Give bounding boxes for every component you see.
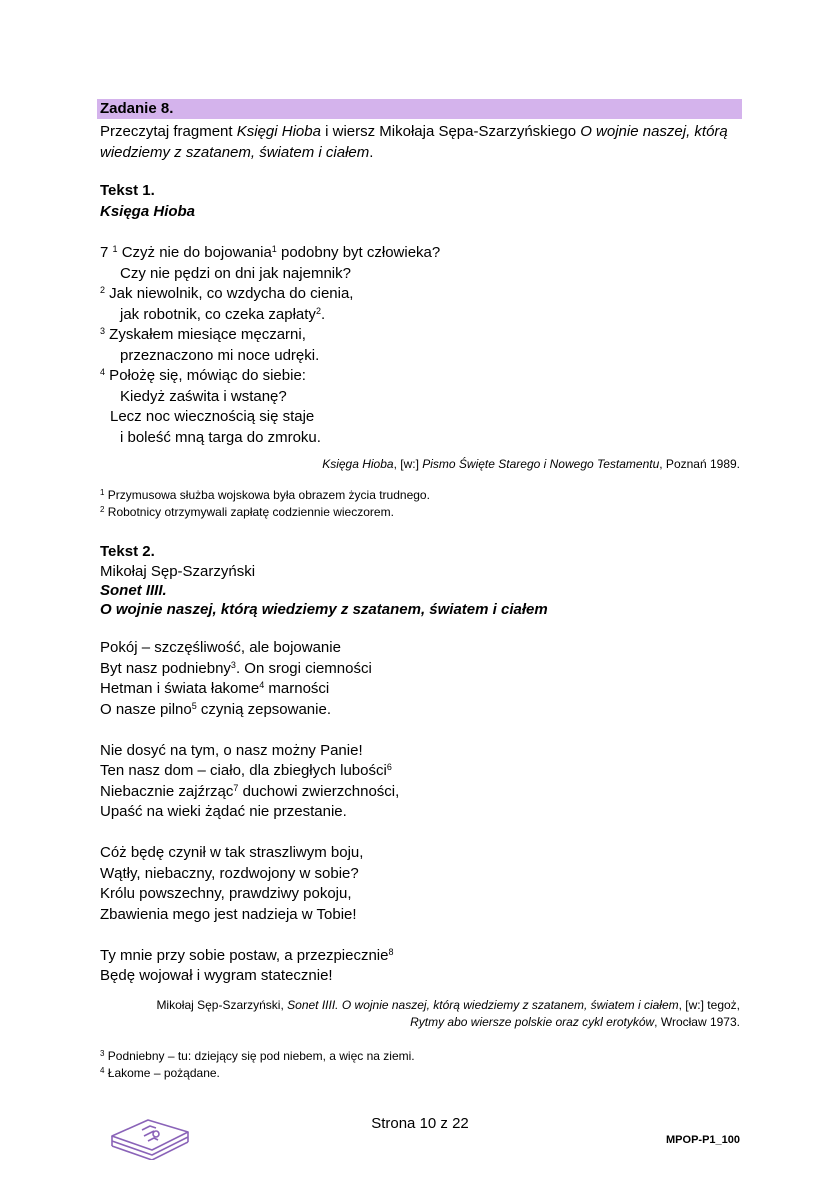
verse-line: przeznaczono mi noce udręki. <box>120 346 320 364</box>
page-number: Strona 10 z 22 <box>371 1115 469 1132</box>
poem-line: Królu powszechny, prawdziwy pokoju, <box>100 885 352 902</box>
poem-line: Ten nasz dom – ciało, dla zbiegłych lubości$^6$ <box>100 762 392 779</box>
instruction-text: Przeczytaj fragment <box>100 123 237 140</box>
poem-line: Cóż będę czynił w tak straszliwym boju, <box>100 844 364 861</box>
footnote: $^4$ Łakome – pożądane. <box>100 1065 220 1080</box>
instruction-work-title: Księgi Hioba <box>236 123 321 140</box>
text1-footnotes <box>100 487 430 520</box>
text1-source: Księga Hioba, [w:] Pismo Święte Starego i Nowego Testamentu, Poznań 1989. <box>322 457 740 471</box>
poem-line: Ty mnie przy sobie postaw, a przezpiecznie$^8$ <box>100 946 394 964</box>
verse-line: $^2$ Jak niewolnik, co wzdycha do cienia, <box>100 285 354 302</box>
text1-verse <box>100 243 440 448</box>
instruction-text: i wiersz Mikołaja Sępa-Szarzyńskiego <box>320 123 581 140</box>
footnote: $^1$ Przymusowa służba wojskowa była obrazem życia trudnego. <box>100 488 430 502</box>
verse-line: jak robotnik, co czeka zapłaty$^2$. <box>120 305 326 323</box>
footnote: $^2$ Robotnicy otrzymywali zapłatę codziennie wieczorem. <box>100 504 394 519</box>
task-instruction <box>100 121 740 163</box>
task-title: Zadanie 8. <box>100 100 174 117</box>
verse-line: i boleść mną targa do zmroku. <box>120 428 321 446</box>
verse-line: $^3$ Zyskałem miesiące męczarni, <box>100 326 306 343</box>
verse-line: $^4$ Położę się, mówiąc do siebie: <box>100 367 306 384</box>
text2-source: Mikołaj Sęp-Szarzyński, Sonet IIII. O wojnie naszej, którą wiedziemy z szatanem, światem i ciałem, [w:] tegoż, Rytmy abo wiersze polskie oraz cykl erotyków, Wrocław 1973. <box>156 998 740 1029</box>
text2-footnotes <box>100 1048 415 1081</box>
exam-code: MPOP-P1_100 <box>666 1134 740 1146</box>
verse-line: 7 $^1$ Czyż nie do bojowania$^1$ podobny byt człowieka? <box>100 244 441 261</box>
verse-line: Kiedyż zaświta i wstanę? <box>120 387 287 405</box>
poem-line: Niebacznie zajźrząc$^7$ duchowi zwierzchności, <box>100 782 400 800</box>
text2-author: Mikołaj Sęp-Szarzyński <box>100 563 256 580</box>
poem-line: Upaść na wieki żądać nie przestanie. <box>100 803 347 820</box>
text2-title-2: O wojnie naszej, którą wiedziemy z szatanem, światem i ciałem <box>100 601 548 618</box>
poem-line: Nie dosyć na tym, o nasz możny Panie! <box>100 741 363 759</box>
text2-poem <box>100 638 399 987</box>
poem-line: Pokój – szczęśliwość, ale bojowanie <box>100 639 341 656</box>
verse-line: Czy nie pędzi on dni jak najemnik? <box>120 264 351 282</box>
footnote: $^3$ Podniebny – tu: dziejący się pod niebem, a więc na ziemi. <box>100 1049 415 1063</box>
text1-label: Tekst 1. <box>100 182 155 199</box>
verse-line: Lecz noc wiecznością się staje <box>110 408 315 425</box>
poem-line: O nasze pilno$^5$ czynią zepsowanie. <box>100 700 331 718</box>
instruction-work-title: O wojnie naszej, którą wiedziemy z szatanem, światem i ciałem <box>100 123 728 161</box>
poem-line: Byt nasz podniebny$^3$. On srogi ciemności <box>100 659 372 677</box>
instruction-text: . <box>369 144 374 161</box>
text2-title-1: Sonet IIII. <box>100 582 167 599</box>
poem-line: Będę wojował i wygram statecznie! <box>100 967 333 984</box>
text2-label: Tekst 2. <box>100 543 155 560</box>
task-header <box>97 99 742 119</box>
poem-line: Wątły, niebaczny, rozdwojony w sobie? <box>100 864 359 882</box>
poem-line: Zbawienia mego jest nadzieja w Tobie! <box>100 905 357 923</box>
text1-title: Księga Hioba <box>100 203 196 220</box>
poem-line: Hetman i świata łakome$^4$ marności <box>100 680 330 697</box>
